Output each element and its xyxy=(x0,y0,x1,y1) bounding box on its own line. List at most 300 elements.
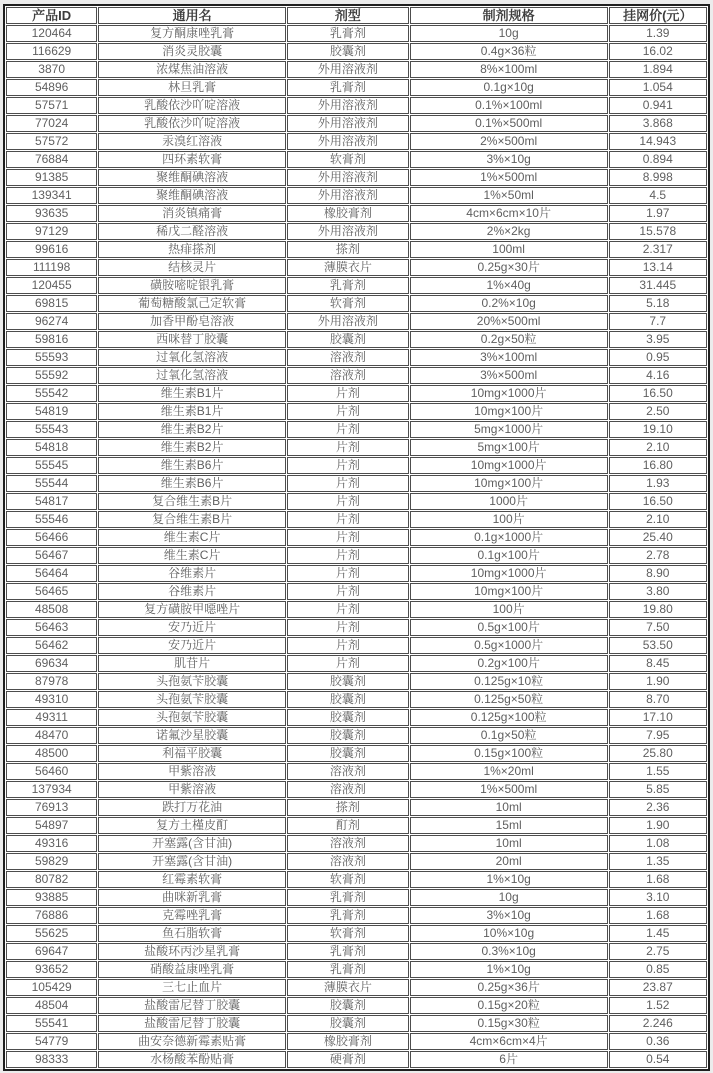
cell: 20ml xyxy=(410,853,608,870)
cell: 橡胶膏剂 xyxy=(287,1033,409,1050)
cell: 胶囊剂 xyxy=(287,997,409,1014)
cell: 溶液剂 xyxy=(287,349,409,366)
cell: 甲紫溶液 xyxy=(98,781,286,798)
table-row xyxy=(6,439,707,456)
cell: 0.2g×100片 xyxy=(410,655,608,672)
cell: 87978 xyxy=(6,673,97,690)
cell: 69647 xyxy=(6,943,97,960)
cell: 片剂 xyxy=(287,601,409,618)
cell: 120455 xyxy=(6,277,97,294)
cell: 0.125g×100粒 xyxy=(410,709,608,726)
cell: 5mg×100片 xyxy=(410,439,608,456)
cell: 55625 xyxy=(6,925,97,942)
cell: 10mg×1000片 xyxy=(410,565,608,582)
cell: 8.998 xyxy=(609,169,707,186)
table-row xyxy=(6,673,707,690)
cell: 外用溶液剂 xyxy=(287,313,409,330)
cell: 15.578 xyxy=(609,223,707,240)
table-row xyxy=(6,835,707,852)
cell: 56462 xyxy=(6,637,97,654)
cell: 100片 xyxy=(410,511,608,528)
cell: 跌打万花油 xyxy=(98,799,286,816)
cell: 19.10 xyxy=(609,421,707,438)
table-row xyxy=(6,97,707,114)
cell: 99616 xyxy=(6,241,97,258)
cell: 0.1g×50粒 xyxy=(410,727,608,744)
cell: 0.1%×500ml xyxy=(410,115,608,132)
cell: 0.4g×36粒 xyxy=(410,43,608,60)
cell: 热痱搽剂 xyxy=(98,241,286,258)
column-header-4: 挂网价(元） xyxy=(609,7,707,24)
table-row xyxy=(6,1033,707,1050)
cell: 肌苷片 xyxy=(98,655,286,672)
cell: 片剂 xyxy=(287,439,409,456)
cell: 溶液剂 xyxy=(287,763,409,780)
cell: 116629 xyxy=(6,43,97,60)
cell: 胶囊剂 xyxy=(287,727,409,744)
cell: 1000片 xyxy=(410,493,608,510)
table-row xyxy=(6,979,707,996)
cell: 软膏剂 xyxy=(287,151,409,168)
cell: 10mg×100片 xyxy=(410,583,608,600)
cell: 乳膏剂 xyxy=(287,961,409,978)
table-row xyxy=(6,151,707,168)
cell: 100片 xyxy=(410,601,608,618)
cell: 溶液剂 xyxy=(287,367,409,384)
table-row xyxy=(6,493,707,510)
cell: 69815 xyxy=(6,295,97,312)
cell: 维生素B6片 xyxy=(98,475,286,492)
cell: 55593 xyxy=(6,349,97,366)
cell: 3870 xyxy=(6,61,97,78)
cell: 维生素B1片 xyxy=(98,385,286,402)
cell: 片剂 xyxy=(287,637,409,654)
cell: 乳膏剂 xyxy=(287,277,409,294)
cell: 2.50 xyxy=(609,403,707,420)
cell: 维生素B2片 xyxy=(98,439,286,456)
cell: 1.08 xyxy=(609,835,707,852)
cell: 1%×500ml xyxy=(410,781,608,798)
cell: 8%×100ml xyxy=(410,61,608,78)
cell: 10ml xyxy=(410,835,608,852)
cell: 片剂 xyxy=(287,385,409,402)
table-row xyxy=(6,205,707,222)
cell: 48508 xyxy=(6,601,97,618)
cell: 49316 xyxy=(6,835,97,852)
cell: 2.36 xyxy=(609,799,707,816)
cell: 56465 xyxy=(6,583,97,600)
cell: 3.95 xyxy=(609,331,707,348)
cell: 片剂 xyxy=(287,403,409,420)
cell: 外用溶液剂 xyxy=(287,133,409,150)
table-row xyxy=(6,259,707,276)
column-header-0: 产品ID xyxy=(6,7,97,24)
cell: 维生素B1片 xyxy=(98,403,286,420)
cell: 2.78 xyxy=(609,547,707,564)
cell: 59816 xyxy=(6,331,97,348)
cell: 胶囊剂 xyxy=(287,1015,409,1032)
table-row xyxy=(6,727,707,744)
cell: 谷维素片 xyxy=(98,583,286,600)
table-row xyxy=(6,583,707,600)
table-row xyxy=(6,241,707,258)
cell: 胶囊剂 xyxy=(287,673,409,690)
cell: 31.445 xyxy=(609,277,707,294)
cell: 四环素软膏 xyxy=(98,151,286,168)
cell: 利福平胶囊 xyxy=(98,745,286,762)
cell: 97129 xyxy=(6,223,97,240)
cell: 100ml xyxy=(410,241,608,258)
cell: 盐酸雷尼替丁胶囊 xyxy=(98,997,286,1014)
cell: 0.894 xyxy=(609,151,707,168)
table-row xyxy=(6,745,707,762)
cell: 93885 xyxy=(6,889,97,906)
table-row xyxy=(6,421,707,438)
cell: 0.25g×36片 xyxy=(410,979,608,996)
cell: 10%×10g xyxy=(410,925,608,942)
cell: 溶液剂 xyxy=(287,781,409,798)
cell: 软膏剂 xyxy=(287,871,409,888)
cell: 曲安奈德新霉素贴膏 xyxy=(98,1033,286,1050)
cell: 139341 xyxy=(6,187,97,204)
table-row xyxy=(6,889,707,906)
table-row xyxy=(6,295,707,312)
cell: 1%×40g xyxy=(410,277,608,294)
cell: 10g xyxy=(410,889,608,906)
table-row xyxy=(6,997,707,1014)
cell: 外用溶液剂 xyxy=(287,169,409,186)
table-row xyxy=(6,925,707,942)
cell: 安乃近片 xyxy=(98,619,286,636)
cell: 23.87 xyxy=(609,979,707,996)
cell: 片剂 xyxy=(287,511,409,528)
table-row xyxy=(6,223,707,240)
table-row xyxy=(6,619,707,636)
table-row xyxy=(6,547,707,564)
cell: 54896 xyxy=(6,79,97,96)
cell: 聚维酮碘溶液 xyxy=(98,187,286,204)
cell: 8.70 xyxy=(609,691,707,708)
cell: 曲咪新乳膏 xyxy=(98,889,286,906)
cell: 2.10 xyxy=(609,511,707,528)
cell: 酊剂 xyxy=(287,817,409,834)
cell: 0.941 xyxy=(609,97,707,114)
table-row xyxy=(6,457,707,474)
cell: 14.943 xyxy=(609,133,707,150)
cell: 胶囊剂 xyxy=(287,691,409,708)
cell: 头孢氨苄胶囊 xyxy=(98,691,286,708)
cell: 乳酸依沙吖啶溶液 xyxy=(98,115,286,132)
cell: 4.16 xyxy=(609,367,707,384)
cell: 0.2g×50粒 xyxy=(410,331,608,348)
cell: 8.90 xyxy=(609,565,707,582)
table-body xyxy=(6,25,707,1068)
table-row xyxy=(6,799,707,816)
cell: 16.02 xyxy=(609,43,707,60)
cell: 红霉素软膏 xyxy=(98,871,286,888)
cell: 56467 xyxy=(6,547,97,564)
cell: 0.3%×10g xyxy=(410,943,608,960)
cell: 16.80 xyxy=(609,457,707,474)
cell: 复方土槿皮酊 xyxy=(98,817,286,834)
table-row xyxy=(6,25,707,42)
cell: 三七止血片 xyxy=(98,979,286,996)
header-row xyxy=(6,7,707,24)
cell: 加香甲酚皂溶液 xyxy=(98,313,286,330)
cell: 76886 xyxy=(6,907,97,924)
cell: 54817 xyxy=(6,493,97,510)
cell: 乳膏剂 xyxy=(287,907,409,924)
cell: 复方酮康唑乳膏 xyxy=(98,25,286,42)
cell: 17.10 xyxy=(609,709,707,726)
table-row xyxy=(6,61,707,78)
cell: 2.75 xyxy=(609,943,707,960)
cell: 4cm×6cm×10片 xyxy=(410,205,608,222)
table-row xyxy=(6,367,707,384)
cell: 片剂 xyxy=(287,493,409,510)
cell: 10ml xyxy=(410,799,608,816)
cell: 头孢氨苄胶囊 xyxy=(98,709,286,726)
cell: 55542 xyxy=(6,385,97,402)
cell: 1.39 xyxy=(609,25,707,42)
cell: 3.10 xyxy=(609,889,707,906)
table-row xyxy=(6,277,707,294)
cell: 消炎灵胶囊 xyxy=(98,43,286,60)
table-row xyxy=(6,709,707,726)
cell: 49311 xyxy=(6,709,97,726)
cell: 安乃近片 xyxy=(98,637,286,654)
cell: 3%×10g xyxy=(410,151,608,168)
cell: 维生素C片 xyxy=(98,529,286,546)
cell: 4.5 xyxy=(609,187,707,204)
cell: 0.5g×1000片 xyxy=(410,637,608,654)
cell: 复合维生素B片 xyxy=(98,511,286,528)
cell: 溶液剂 xyxy=(287,853,409,870)
table-row xyxy=(6,475,707,492)
cell: 聚维酮碘溶液 xyxy=(98,169,286,186)
cell: 林旦乳膏 xyxy=(98,79,286,96)
cell: 外用溶液剂 xyxy=(287,115,409,132)
cell: 薄膜衣片 xyxy=(287,979,409,996)
cell: 48470 xyxy=(6,727,97,744)
cell: 维生素B2片 xyxy=(98,421,286,438)
cell: 1%×500ml xyxy=(410,169,608,186)
cell: 西咪替丁胶囊 xyxy=(98,331,286,348)
table-row xyxy=(6,565,707,582)
cell: 片剂 xyxy=(287,529,409,546)
cell: 0.5g×100片 xyxy=(410,619,608,636)
cell: 胶囊剂 xyxy=(287,745,409,762)
cell: 1.97 xyxy=(609,205,707,222)
cell: 鱼石脂软膏 xyxy=(98,925,286,942)
cell: 搽剂 xyxy=(287,241,409,258)
table-row xyxy=(6,781,707,798)
cell: 56460 xyxy=(6,763,97,780)
cell: 55544 xyxy=(6,475,97,492)
table-row xyxy=(6,961,707,978)
cell: 硬膏剂 xyxy=(287,1051,409,1068)
cell: 137934 xyxy=(6,781,97,798)
cell: 搽剂 xyxy=(287,799,409,816)
cell: 0.1g×1000片 xyxy=(410,529,608,546)
cell: 1%×50ml xyxy=(410,187,608,204)
cell: 25.80 xyxy=(609,745,707,762)
cell: 1.68 xyxy=(609,871,707,888)
cell: 20%×500ml xyxy=(410,313,608,330)
cell: 0.1g×100片 xyxy=(410,547,608,564)
cell: 76884 xyxy=(6,151,97,168)
cell: 0.95 xyxy=(609,349,707,366)
table-row xyxy=(6,871,707,888)
cell: 0.125g×50粒 xyxy=(410,691,608,708)
cell: 外用溶液剂 xyxy=(287,97,409,114)
cell: 消炎镇痛膏 xyxy=(98,205,286,222)
cell: 59829 xyxy=(6,853,97,870)
cell: 片剂 xyxy=(287,565,409,582)
cell: 片剂 xyxy=(287,583,409,600)
cell: 0.85 xyxy=(609,961,707,978)
table-row xyxy=(6,853,707,870)
cell: 硝酸益康唑乳膏 xyxy=(98,961,286,978)
cell: 片剂 xyxy=(287,619,409,636)
cell: 3.868 xyxy=(609,115,707,132)
cell: 谷维素片 xyxy=(98,565,286,582)
cell: 13.14 xyxy=(609,259,707,276)
cell: 54897 xyxy=(6,817,97,834)
cell: 49310 xyxy=(6,691,97,708)
cell: 维生素C片 xyxy=(98,547,286,564)
cell: 克霉唑乳膏 xyxy=(98,907,286,924)
cell: 1.68 xyxy=(609,907,707,924)
cell: 5mg×1000片 xyxy=(410,421,608,438)
table-row xyxy=(6,133,707,150)
cell: 16.50 xyxy=(609,385,707,402)
cell: 稀戊二醛溶液 xyxy=(98,223,286,240)
cell: 头孢氨苄胶囊 xyxy=(98,673,286,690)
cell: 乳膏剂 xyxy=(287,943,409,960)
table-head xyxy=(6,7,707,24)
cell: 0.15g×20粒 xyxy=(410,997,608,1014)
cell: 0.15g×100粒 xyxy=(410,745,608,762)
table-row xyxy=(6,529,707,546)
cell: 91385 xyxy=(6,169,97,186)
table-row xyxy=(6,349,707,366)
cell: 7.50 xyxy=(609,619,707,636)
cell: 2.246 xyxy=(609,1015,707,1032)
cell: 53.50 xyxy=(609,637,707,654)
cell: 软膏剂 xyxy=(287,295,409,312)
cell: 0.36 xyxy=(609,1033,707,1050)
cell: 乳酸依沙吖啶溶液 xyxy=(98,97,286,114)
cell: 57571 xyxy=(6,97,97,114)
table-row xyxy=(6,187,707,204)
cell: 7.7 xyxy=(609,313,707,330)
cell: 1.35 xyxy=(609,853,707,870)
cell: 55541 xyxy=(6,1015,97,1032)
cell: 盐酸环丙沙星乳膏 xyxy=(98,943,286,960)
cell: 葡萄糖酸氯己定软膏 xyxy=(98,295,286,312)
cell: 胶囊剂 xyxy=(287,709,409,726)
cell: 水杨酸苯酚贴膏 xyxy=(98,1051,286,1068)
cell: 3%×100ml xyxy=(410,349,608,366)
table-row xyxy=(6,79,707,96)
cell: 105429 xyxy=(6,979,97,996)
cell: 3%×500ml xyxy=(410,367,608,384)
cell: 2%×2kg xyxy=(410,223,608,240)
cell: 1%×10g xyxy=(410,961,608,978)
table-row xyxy=(6,691,707,708)
cell: 浓煤焦油溶液 xyxy=(98,61,286,78)
table-row xyxy=(6,169,707,186)
cell: 120464 xyxy=(6,25,97,42)
cell: 外用溶液剂 xyxy=(287,187,409,204)
cell: 复方磺胺甲噁唑片 xyxy=(98,601,286,618)
cell: 2%×500ml xyxy=(410,133,608,150)
cell: 甲紫溶液 xyxy=(98,763,286,780)
cell: 96274 xyxy=(6,313,97,330)
cell: 7.95 xyxy=(609,727,707,744)
cell: 16.50 xyxy=(609,493,707,510)
cell: 维生素B6片 xyxy=(98,457,286,474)
table-row xyxy=(6,403,707,420)
cell: 片剂 xyxy=(287,547,409,564)
cell: 76913 xyxy=(6,799,97,816)
table-row xyxy=(6,43,707,60)
table-row xyxy=(6,1051,707,1068)
cell: 1.90 xyxy=(609,817,707,834)
column-header-3: 制剂规格 xyxy=(410,7,608,24)
column-header-1: 通用名 xyxy=(98,7,286,24)
cell: 结核灵片 xyxy=(98,259,286,276)
cell: 过氧化氢溶液 xyxy=(98,349,286,366)
cell: 1.52 xyxy=(609,997,707,1014)
cell: 1.55 xyxy=(609,763,707,780)
cell: 片剂 xyxy=(287,475,409,492)
cell: 1%×20ml xyxy=(410,763,608,780)
cell: 开塞露(含甘油) xyxy=(98,853,286,870)
cell: 片剂 xyxy=(287,655,409,672)
cell: 0.54 xyxy=(609,1051,707,1068)
cell: 片剂 xyxy=(287,421,409,438)
table-row xyxy=(6,115,707,132)
table-row xyxy=(6,313,707,330)
cell: 15ml xyxy=(410,817,608,834)
table-row xyxy=(6,385,707,402)
cell: 56463 xyxy=(6,619,97,636)
cell: 55546 xyxy=(6,511,97,528)
cell: 薄膜衣片 xyxy=(287,259,409,276)
cell: 1%×10g xyxy=(410,871,608,888)
cell: 1.054 xyxy=(609,79,707,96)
cell: 93652 xyxy=(6,961,97,978)
cell: 48504 xyxy=(6,997,97,1014)
cell: 软膏剂 xyxy=(287,925,409,942)
cell: 48500 xyxy=(6,745,97,762)
cell: 54818 xyxy=(6,439,97,456)
cell: 98333 xyxy=(6,1051,97,1068)
cell: 69634 xyxy=(6,655,97,672)
cell: 胶囊剂 xyxy=(287,331,409,348)
table-row xyxy=(6,655,707,672)
cell: 乳膏剂 xyxy=(287,79,409,96)
table-row xyxy=(6,943,707,960)
cell: 56464 xyxy=(6,565,97,582)
cell: 10mg×1000片 xyxy=(410,457,608,474)
cell: 3.80 xyxy=(609,583,707,600)
cell: 80782 xyxy=(6,871,97,888)
cell: 橡胶膏剂 xyxy=(287,205,409,222)
cell: 2.10 xyxy=(609,439,707,456)
